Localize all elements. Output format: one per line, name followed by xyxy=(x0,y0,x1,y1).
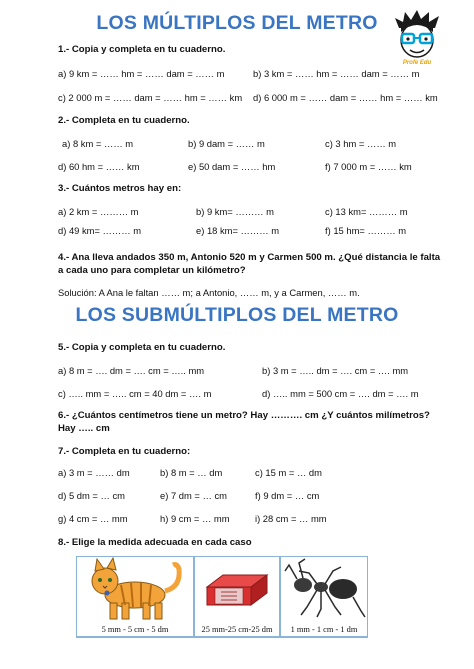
q3-item-a: a) 2 km = ……… m xyxy=(58,206,139,217)
q7-item-a: a) 3 m = …… dm xyxy=(58,467,130,478)
cat-options: 5 mm - 5 cm - 5 dm xyxy=(76,622,194,637)
q3-item-c: c) 13 km= ……… m xyxy=(325,206,408,217)
q6-line2: Hay ….. cm xyxy=(58,423,110,434)
title-multiplos: LOS MÚLTIPLOS DEL METRO xyxy=(96,12,378,34)
q1-item-a: a) 9 km = …… hm = …… dam = …… m xyxy=(58,68,225,79)
q2-item-d: d) 60 hm = …… km xyxy=(58,161,140,172)
q3-item-e: e) 18 km= ……… m xyxy=(196,225,280,236)
q1-item-b: b) 3 km = …… hm = …… dam = …… m xyxy=(253,68,420,79)
q5-item-c: c) ….. mm = ….. cm = 40 dm = …. m xyxy=(58,388,212,399)
q7-item-c: c) 15 m = … dm xyxy=(255,467,322,478)
q3-item-b: b) 9 km= ……… m xyxy=(196,206,274,217)
q2-item-f: f) 7 000 m = …… km xyxy=(325,161,412,172)
q7-heading: 7.- Completa en tu cuaderno: xyxy=(58,446,191,457)
logo-text: Profe Edu xyxy=(402,60,432,66)
q3-heading: 3.- Cuántos metros hay en: xyxy=(58,183,182,194)
q3-item-d: d) 49 km= ……… m xyxy=(58,225,142,236)
q5-item-a: a) 8 m = …. dm = …. cm = ….. mm xyxy=(58,365,205,376)
q2-heading: 2.- Completa en tu cuaderno. xyxy=(58,115,190,126)
q5-item-d: d) ….. mm = 500 cm = …. dm = …. m xyxy=(262,388,419,399)
q4-heading-line1: 4.- Ana lleva andados 350 m, Antonio 520 m y Carmen 500 m. ¿Qué distancia le falta xyxy=(58,252,441,263)
q7-item-h: h) 9 cm = … mm xyxy=(160,513,230,524)
ant-icon xyxy=(281,557,367,623)
eraser-icon xyxy=(195,557,279,623)
q1-item-c: c) 2 000 m = …… dam = …… hm = …… km xyxy=(58,92,243,103)
q5-heading: 5.- Copia y completa en tu cuaderno. xyxy=(58,342,226,353)
q2-item-b: b) 9 dam = …… m xyxy=(188,138,265,149)
eraser-options: 25 mm-25 cm-25 dm xyxy=(194,622,280,637)
q7-item-f: f) 9 dm = … cm xyxy=(255,490,320,501)
q4-heading-line2: a cada uno para completar un kilómetro? xyxy=(58,265,246,276)
q2-item-a: a) 8 km = …… m xyxy=(62,138,134,149)
q8-heading: 8.- Elige la medida adecuada en cada caso xyxy=(58,537,252,548)
q5-item-b: b) 3 m = ….. dm = …. cm = …. mm xyxy=(262,365,409,376)
q1-item-d: d) 6 000 m = …… dam = …… hm = …… km xyxy=(253,92,438,103)
q7-item-i: i) 28 cm = … mm xyxy=(255,513,327,524)
q7-item-g: g) 4 cm = … mm xyxy=(58,513,128,524)
q1-heading: 1.- Copia y completa en tu cuaderno. xyxy=(58,44,226,55)
q2-item-c: c) 3 hm = …… m xyxy=(325,138,397,149)
q2-item-e: e) 50 dam = …… hm xyxy=(188,161,276,172)
q7-item-b: b) 8 m = … dm xyxy=(160,467,223,478)
q4-solution: Solución: A Ana le faltan …… m; a Antonio, …… m, y a Carmen, …… m. xyxy=(58,287,360,298)
q6-line1: 6.- ¿Cuántos centímetros tiene un metro? Hay ………. cm ¿Y cuántos milímetros? xyxy=(58,410,430,421)
ant-options: 1 mm - 1 cm - 1 dm xyxy=(280,622,368,637)
cat-icon xyxy=(77,557,193,623)
q3-item-f: f) 15 hm= ……… m xyxy=(325,225,407,236)
q7-item-e: e) 7 dm = … cm xyxy=(160,490,227,501)
title-submultiplos: LOS SUBMÚLTIPLOS DEL METRO xyxy=(75,304,399,326)
q7-item-d: d) 5 dm = … cm xyxy=(58,490,125,501)
